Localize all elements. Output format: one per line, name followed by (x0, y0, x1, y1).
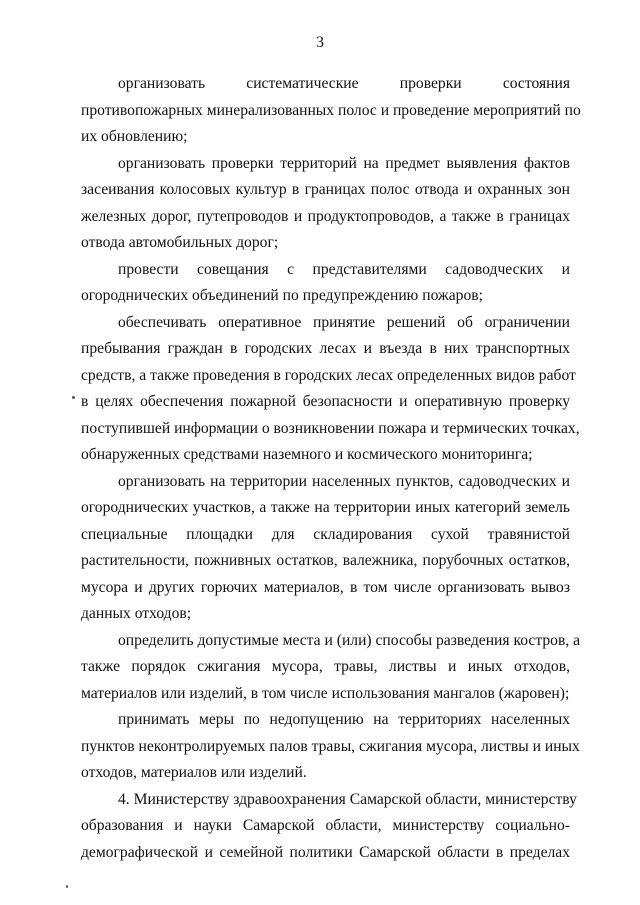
text-line: материалов или изделий, в том числе использования мангалов (жаровен); (81, 684, 570, 702)
text-line: в целях обеспечения пожарной безопасности и оперативную проверку (81, 393, 570, 410)
text-line: огороднических объединений по предупреждению пожаров; (81, 287, 483, 304)
scan-speck (66, 885, 68, 888)
text-line: обнаруженных средствами наземного и космического мониторинга; (81, 446, 533, 463)
text-line: отходов, материалов или изделий. (81, 764, 307, 781)
text-line: растительности, пожнивных остатков, валежника, порубочных остатков, (81, 552, 570, 569)
text-line: организовать систематические проверки состояния (118, 75, 570, 92)
paragraph (81, 469, 570, 628)
text-line: засеивания колосовых культур в границах полос отвода и охранных зон (81, 181, 570, 198)
text-line: средств, а также проведения в городских лесах определенных видов работ (81, 366, 576, 384)
text-line: их обновлению; (81, 128, 188, 145)
text-line: образования и науки Самарской области, министерству социально- (81, 817, 570, 834)
text-line: также порядок сжигания мусора, травы, листвы и иных отходов, (81, 658, 570, 675)
paragraph (81, 628, 581, 708)
text-line: организовать проверки территорий на предмет выявления фактов (118, 154, 570, 172)
text-line: обеспечивать оперативное принятие решений об ограничении (118, 313, 570, 331)
text-line: принимать меры по недопущению на территориях населенных (118, 711, 570, 728)
paragraph (81, 707, 580, 787)
scan-speck (72, 396, 75, 399)
text-line: пребывания граждан в городских лесах и въезда в них транспортных (81, 340, 570, 357)
text-line: пунктов неконтролируемых палов травы, сжигания мусора, листвы и иных (81, 737, 580, 755)
paragraph (81, 151, 570, 257)
text-line: данных отходов; (81, 605, 192, 622)
text-line: железных дорог, путепроводов и продуктопроводов, а также в границах (81, 207, 570, 225)
paragraph (81, 787, 577, 867)
text-line: определить допустимые места и (или) способы разведения костров, а (118, 631, 581, 649)
paragraph (81, 310, 580, 469)
text-line: поступившей информации о возникновении пожара и термических точках, (81, 419, 580, 437)
paragraph (81, 71, 581, 151)
text-line: специальные площадки для складирования сухой травянистой (81, 525, 570, 543)
document-body (81, 71, 581, 866)
text-line: провести совещания с представителями садоводческих и (118, 260, 570, 278)
text-line: организовать на территории населенных пунктов, садоводческих и (118, 472, 570, 490)
text-line: 4. Министерству здравоохранения Самарской области, министерству (118, 790, 577, 808)
text-line: демографической и семейной политики Самарской области в пределах (81, 843, 570, 861)
page-number: 3 (316, 34, 324, 51)
paragraph (81, 257, 570, 310)
text-line: отвода автомобильных дорог; (81, 234, 279, 251)
text-line: огороднических участков, а также на территории иных категорий земель (81, 499, 570, 516)
text-line: противопожарных минерализованных полос и проведение мероприятий по (81, 101, 581, 119)
text-line: мусора и других горючих материалов, в том числе организовать вывоз (81, 578, 570, 596)
